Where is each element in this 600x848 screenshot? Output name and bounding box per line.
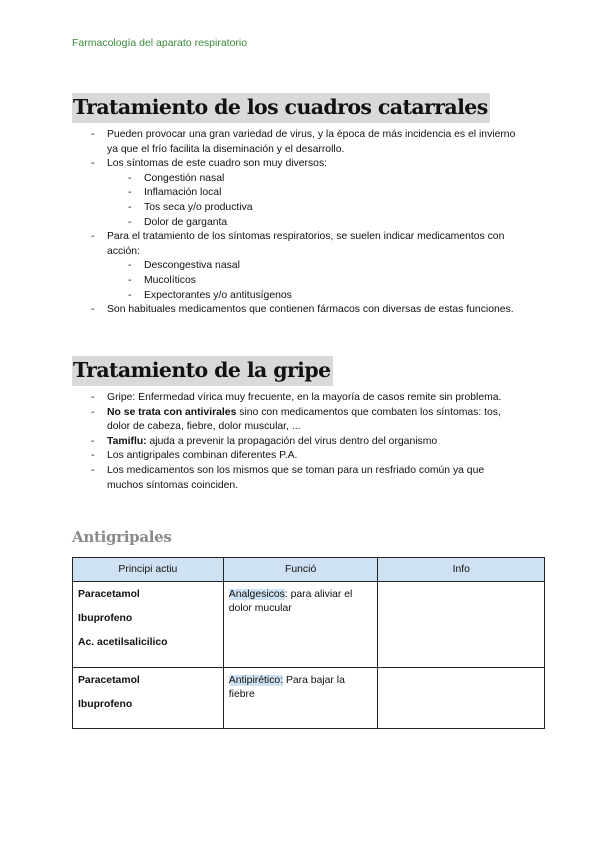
document-header: Farmacología del aparato respiratorio bbox=[72, 37, 248, 49]
heading-cuadros-catarrales: Tratamiento de los cuadros catarrales bbox=[72, 93, 490, 123]
list-item: - Pueden provocar una gran variedad de virus, y la época de más incidencia es el invierno ya que el frío facilita la diseminación y el desarrollo. bbox=[72, 128, 522, 157]
table-row bbox=[73, 582, 545, 668]
list-item: - Los antigripales combinan diferentes P.A. bbox=[72, 449, 522, 464]
function-cell: Analgesicos: para aliviar el dolor mucular bbox=[223, 582, 378, 668]
antigripales-table bbox=[72, 557, 545, 729]
list-item: - Los medicamentos son los mismos que se toman para un resfriado común ya que muchos síntomas coinciden. bbox=[72, 464, 522, 493]
list-item: - Gripe: Enfermedad vírica muy frecuente, en la mayoría de casos remite sin problema. bbox=[72, 391, 522, 406]
column-header-funcio: Funció bbox=[223, 558, 378, 582]
gripe-list bbox=[72, 391, 522, 493]
heading-gripe: Tratamiento de la gripe bbox=[72, 356, 333, 386]
sub-list-item: - Descongestiva nasal bbox=[107, 259, 522, 274]
sub-list-item: - Expectorantes y/o antitusígenos bbox=[107, 289, 522, 304]
symptoms-sublist bbox=[107, 172, 522, 230]
table-header-row bbox=[73, 558, 545, 582]
list-item: - Tamiflu: ajuda a prevenir la propagación del virus dentro del organismo bbox=[72, 435, 522, 450]
info-cell bbox=[378, 582, 545, 668]
actions-sublist bbox=[107, 259, 522, 303]
sub-list-item: - Inflamación local bbox=[107, 186, 522, 201]
function-cell: Antipirético: Para bajar la fiebre bbox=[223, 668, 378, 729]
column-header-principi: Principi actiu bbox=[73, 558, 224, 582]
list-item: - Son habituales medicamentos que contienen fármacos con diversas de estas funciones. bbox=[72, 303, 522, 318]
list-item: - Para el tratamiento de los síntomas respiratorios, se suelen indicar medicamentos con acción: - Descongestiva nasal - Mucolíticos - Expectorantes y/o antitusígenos bbox=[72, 230, 522, 303]
column-header-info: Info bbox=[378, 558, 545, 582]
principles-cell: Paracetamol Ibuprofeno Ac. acetilsalicilico bbox=[73, 582, 224, 668]
sub-list-item: - Mucolíticos bbox=[107, 274, 522, 289]
sub-list-item: - Tos seca y/o productiva bbox=[107, 201, 522, 216]
info-cell bbox=[378, 668, 545, 729]
principles-cell: Paracetamol Ibuprofeno bbox=[73, 668, 224, 729]
sub-list-item: - Dolor de garganta bbox=[107, 216, 522, 231]
list-item: - No se trata con antivirales sino con medicamentos que combaten los síntomas: tos, dolor de cabeza, fiebre, dolor muscular, ... bbox=[72, 406, 522, 435]
table-row bbox=[73, 668, 545, 729]
list-item: - Los síntomas de este cuadro son muy diversos: - Congestión nasal - Inflamación local - Tos seca y/o productiva - Dolor de garganta bbox=[72, 157, 522, 230]
sub-list-item: - Congestión nasal bbox=[107, 172, 522, 187]
subheading-antigripales: Antigripales bbox=[72, 528, 172, 546]
catarrales-list bbox=[72, 128, 522, 318]
